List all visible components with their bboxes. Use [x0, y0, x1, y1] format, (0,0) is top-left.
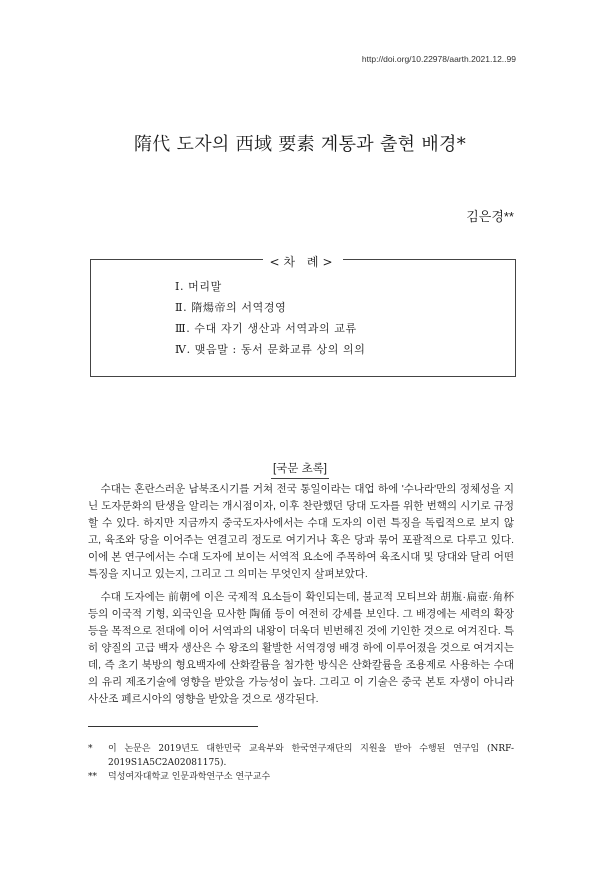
toc-item: Ⅲ. 수대 자기 생산과 서역과의 교류 — [175, 322, 357, 335]
abstract-body — [88, 481, 514, 714]
author-name: 김은경** — [466, 209, 514, 224]
doi-link[interactable]: http://doi.org/10.22978/aarth.2021.12..99 — [361, 54, 516, 64]
toc-item: Ⅰ. 머리말 — [175, 280, 222, 293]
footnotes — [88, 742, 514, 784]
footnote-mark: ** — [88, 772, 97, 782]
toc-item: Ⅳ. 맺음말 : 동서 문화교류 상의 의의 — [175, 343, 366, 356]
toc-heading: <차 례> — [263, 255, 342, 269]
abstract-paragraph: 수대 도자에는 前朝에 이은 국제적 요소들이 확인되는데, 불교적 모티브와 胡瓶·扁壺·角杯 등의 이국적 기형, 외국인을 묘사한 陶俑 등이 여전히 강세를 보인다. 그 배경에는 세력의 확장 등을 목적으로 전대에 이어 서역과의 내왕이 더욱더 빈번해진 것에 기인한 것으로 여겨진다. 특히 양질의 고급 백자 생산은 수 왕조의 활발한 서역경영 배경 하에 이루어졌을 것으로 여겨지는데, 즉 초기 북방의 형요백자에 산화칼륨을 첨가한 방식은 산화칼륨을 조용제로 사용하는 수대의 유리 제조기술에 영향을 받았을 가능성이 높다. 그리고 이 기술은 중국 본토 자생이 아니라 사산조 페르시아의 영향을 받았을 것으로 생각된다. — [88, 591, 514, 705]
footnote-text: 덕성여자대학교 인문과학연구소 연구교수 — [108, 772, 271, 782]
toc-list — [175, 276, 366, 360]
table-of-contents — [90, 255, 516, 377]
paper-title: 隋代 도자의 西域 要素 계통과 출현 배경* — [133, 134, 467, 155]
footnote-text: 이 논문은 2019년도 대한민국 교육부와 한국연구재단의 지원을 받아 수행된 연구임 (NRF-2019S1A5C2A02081175). — [108, 744, 514, 768]
abstract-heading: [국문 초록] — [271, 460, 329, 479]
footnote — [88, 742, 514, 770]
abstract-paragraph: 수대는 혼란스러운 남북조시기를 거쳐 전국 통일이라는 대업 하에 '수나라'만의 정체성을 지닌 도자문화의 탄생을 알리는 개시점이자, 이후 찬란했던 당대 도자를 위한 번핵의 시기로 규정할 수 있다. 하지만 지금까지 중국도자사에서는 수대 도자의 이런 특징을 독립적으로 보지 않고, 육조와 당을 이어주는 연결고리 정도로 여기거나 혹은 당과 묶어 포괄적으로 다루고 있다. 이에 본 연구에서는 수대 도자에 보이는 서역적 요소에 주목하여 육조시대 및 당대와 달리 어떤 특징을 지니고 있는지, 그리고 그 의미는 무엇인지 살펴보았다. — [88, 483, 514, 580]
footnote — [88, 770, 514, 784]
footnote-mark: * — [88, 744, 93, 754]
toc-item: Ⅱ. 隋煬帝의 서역경영 — [175, 301, 287, 314]
footnote-divider — [88, 726, 258, 727]
